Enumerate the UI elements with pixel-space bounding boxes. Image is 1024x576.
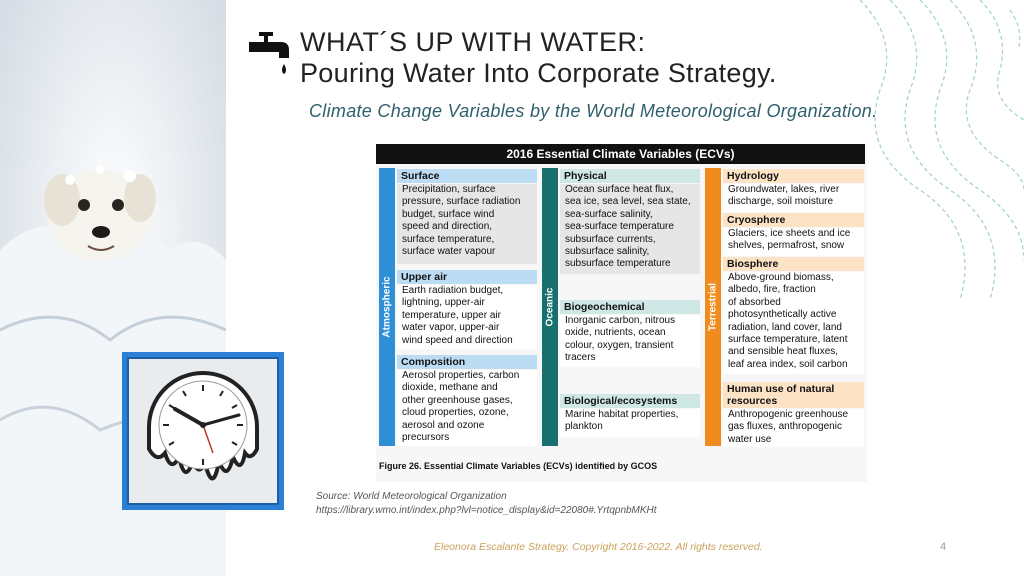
title-line-2: Pouring Water Into Corporate Strategy. <box>300 58 777 88</box>
section-body: Above-ground biomass, albedo, fire, fraction of absorbed photosynthetically active radiation, land cover, land surface temperature, latent and sensible heat fluxes, leaf area index, soil carbon <box>723 272 864 374</box>
source-link[interactable]: https://library.wmo.int/index.php?lvl=notice_display&id=22080#.YrtqpnbMKHt <box>316 505 657 516</box>
ecv-figure <box>376 144 867 482</box>
page-number: 4 <box>940 541 947 553</box>
source-line-1: Source: World Meteorological Organization <box>316 491 507 502</box>
contour-lines-decoration <box>840 0 1024 335</box>
oceanic-bar <box>542 168 558 446</box>
source-note <box>316 490 657 518</box>
section-body: Marine habitat properties, plankton <box>560 409 700 437</box>
section-body: Precipitation, surface pressure, surface radiation budget, surface wind speed and direction, surface temperature, surface water vapour <box>397 184 537 264</box>
figure-header: 2016 Essential Climate Variables (ECVs) <box>376 144 865 164</box>
subtitle: Climate Change Variables by the World Meteorological Organization. <box>309 101 878 121</box>
section-head: Physical <box>560 169 700 183</box>
section-head: Biological/ecosystems <box>560 394 700 408</box>
section-body: Ocean surface heat flux, sea ice, sea level, sea state, sea-surface salinity, sea-surface temperature subsurface currents, subsurface salinity, subsurface temperature <box>560 184 700 274</box>
oceanic-label: Oceanic <box>544 287 556 327</box>
footer-copyright: Eleonora Escalante Strategy. Copyright 2016-2022. All rights reserved. <box>434 541 763 553</box>
atmospheric-label: Atmospheric <box>381 276 393 338</box>
section-body: Glaciers, ice sheets and ice shelves, permafrost, snow <box>723 228 864 256</box>
section-head: Surface <box>397 169 537 183</box>
section-body: Earth radiation budget, lightning, upper-air temperature, upper air water vapor, upper-air wind speed and direction <box>397 285 537 349</box>
section-body: Aerosol properties, carbon dioxide, methane and other greenhouse gases, cloud properties, ozone, aerosol and ozone precursors <box>397 370 537 446</box>
terrestrial-bar <box>705 168 721 446</box>
section-body: Groundwater, lakes, river discharge, soil moisture <box>723 184 864 212</box>
section-head: Upper air <box>397 270 537 284</box>
terrestrial-label: Terrestrial <box>707 282 719 332</box>
atmospheric-bar <box>379 168 395 446</box>
section-head: Biogeochemical <box>560 300 700 314</box>
page-title <box>300 27 777 89</box>
section-head: Biosphere <box>723 257 864 271</box>
section-body: Anthropogenic greenhouse gas fluxes, anthropogenic water use <box>723 409 864 447</box>
section-body: Inorganic carbon, nitrous oxide, nutrients, ocean colour, oxygen, transient tracers <box>560 315 700 367</box>
section-head: Composition <box>397 355 537 369</box>
title-line-1: WHAT´S UP WITH WATER: <box>300 27 646 57</box>
section-head: Hydrology <box>723 169 864 183</box>
melting-clock-icon <box>122 352 284 510</box>
figure-caption: Figure 26. Essential Climate Variables (ECVs) identified by GCOS <box>379 461 658 471</box>
section-head: Cryosphere <box>723 213 864 227</box>
section-head: Human use of natural resources <box>723 382 864 408</box>
faucet-icon <box>247 30 291 87</box>
